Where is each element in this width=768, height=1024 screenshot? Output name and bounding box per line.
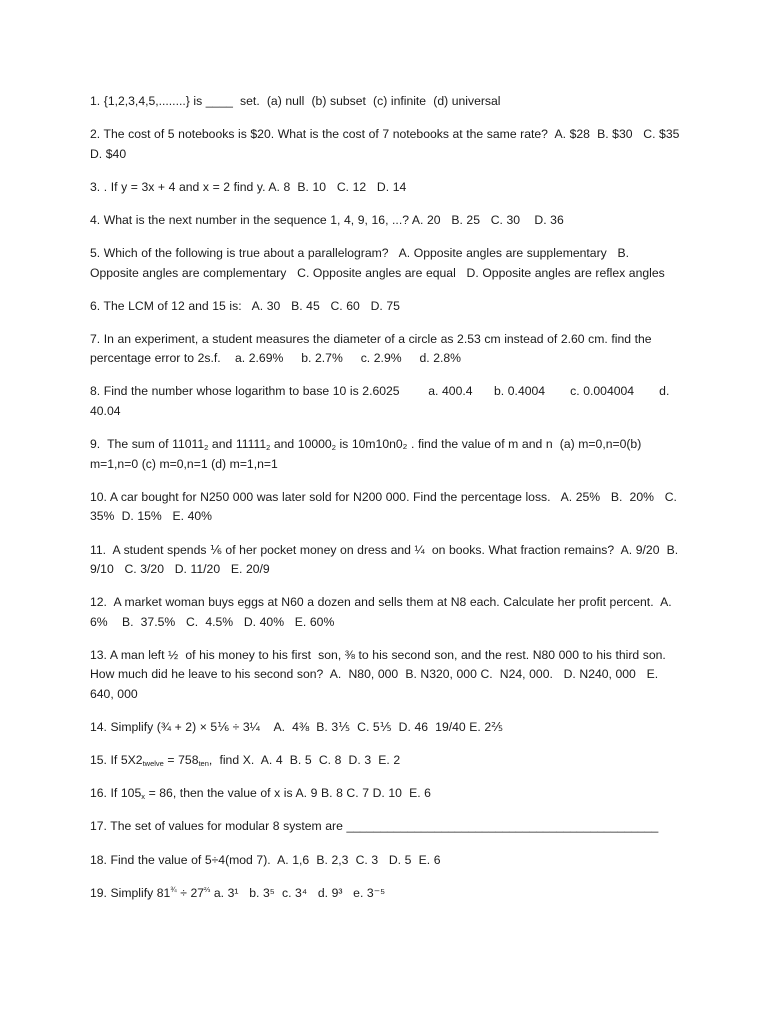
q9-sub-1: 2 xyxy=(204,443,209,453)
question-4: 4. What is the next number in the sequence 1, 4, 9, 16, ...? A. 20 B. 25 C. 30 D. 36 xyxy=(90,212,564,227)
q19-text-c: a. 3¹ b. 3⁵ c. 3⁴ d. 9³ e. 3⁻⁵ xyxy=(210,885,386,900)
question-15 xyxy=(90,751,680,771)
question-3: 3. . If y = 3x + 4 and x = 2 find y. A. 8 B. 10 C. 12 D. 14 xyxy=(90,179,407,194)
question-1: 1. {1,2,3,4,5,........} is ____ set. (a) null (b) subset (c) infinite (d) universal xyxy=(90,94,501,108)
q16-sub-1: x xyxy=(141,792,145,802)
question-13: 13. A man left ½ of his money to his first son, ⅜ to his second son, and the rest. N80 000 to his third son. How much did he leave to his second son? A. N80, 000 B. N320, 000 C. N24, 000. D. N240, 000 E. 640, 000 xyxy=(90,647,670,702)
question-10: 10. A car bought for N250 000 was later sold for N200 000. Find the percentage loss. A. 25% B. 20% C. 35% D. 15% E. 40% xyxy=(90,489,681,524)
q19-sup-1: ¾ xyxy=(170,884,177,894)
question-16 xyxy=(90,784,680,804)
question-17: 17. The set of values for modular 8 system are ______________________________________________ xyxy=(90,819,659,834)
q9-text-c: and 10000 xyxy=(270,437,332,452)
question-11: 11. A student spends ⅙ of her pocket money on dress and ¼ on books. What fraction remains? A. 9/20 B. 9/10 C. 3/20 D. 11/20 E. 20/9 xyxy=(90,542,682,577)
question-list xyxy=(90,92,687,917)
q16-text-a: 16. If 105 xyxy=(90,786,142,801)
q9-text-d: is 10m10n0₂ . find the value of m and n (a) m=0,n=0(b) m=1,n=0 (c) m=0,n=1 (d) m=1,n=1 xyxy=(90,437,645,471)
q9-sub-2: 2 xyxy=(266,443,271,453)
q19-text-a: 19. Simplify 81 xyxy=(90,885,171,900)
question-7: 7. In an experiment, a student measures the diameter of a circle as 2.53 cm instead of 2.60 cm. find the percentage error to 2s.f. a. 2.69% b. 2.7% c. 2.9% d. 2.8% xyxy=(90,331,656,366)
question-12: 12. A market woman buys eggs at N60 a dozen and sells them at N8 each. Calculate her profit percent. A. 6% B. 37.5% C. 4.5% D. 40% E. 60% xyxy=(90,595,676,629)
q15-sub-1: twelve xyxy=(142,759,164,769)
q15-text-c: , find X. A. 4 B. 5 C. 8 D. 3 E. 2 xyxy=(208,753,401,768)
q15-text-a: 15. If 5X2 xyxy=(90,753,143,768)
q16-text-b: = 86, then the value of x is A. 9 B. 8 C. 7 D. 10 E. 6 xyxy=(144,786,431,801)
question-18: 18. Find the value of 5÷4(mod 7). A. 1,6 B. 2,3 C. 3 D. 5 E. 6 xyxy=(90,852,441,867)
q19-text-b: ÷ 27 xyxy=(176,885,205,900)
question-8: 8. Find the number whose logarithm to base 10 is 2.6025 a. 400.4 b. 0.4004 c. 0.004004 d. 40.04 xyxy=(90,384,673,419)
question-2: 2. The cost of 5 notebooks is $20. What is the cost of 7 notebooks at the same rate? A. $28 B. $30 C. $35 D. $40 xyxy=(90,127,687,161)
question-6: 6. The LCM of 12 and 15 is: A. 30 B. 45 C. 60 D. 75 xyxy=(90,298,400,313)
q9-text-b: and 11111 xyxy=(208,437,267,452)
question-14: 14. Simplify (¾ + 2) × 5⅙ ÷ 3¼ A. 4⅜ B. 3⅕ C. 5⅕ D. 46 19/40 E. 2⅖ xyxy=(90,720,503,735)
question-19 xyxy=(90,884,680,904)
question-5: 5. Which of the following is true about a parallelogram? A. Opposite angles are supplementary B. Opposite angles are complementary C. Opposite angles are equal D. Opposite angles are reflex angles xyxy=(90,245,665,280)
q9-text-a: 9. The sum of 11011 xyxy=(90,437,205,452)
q19-sup-2: ⅔ xyxy=(204,884,211,894)
q9-sub-3: 2 xyxy=(331,443,336,453)
question-9 xyxy=(90,435,680,474)
q15-sub-2: ten xyxy=(198,759,209,769)
q15-text-b: = 758 xyxy=(163,753,199,768)
